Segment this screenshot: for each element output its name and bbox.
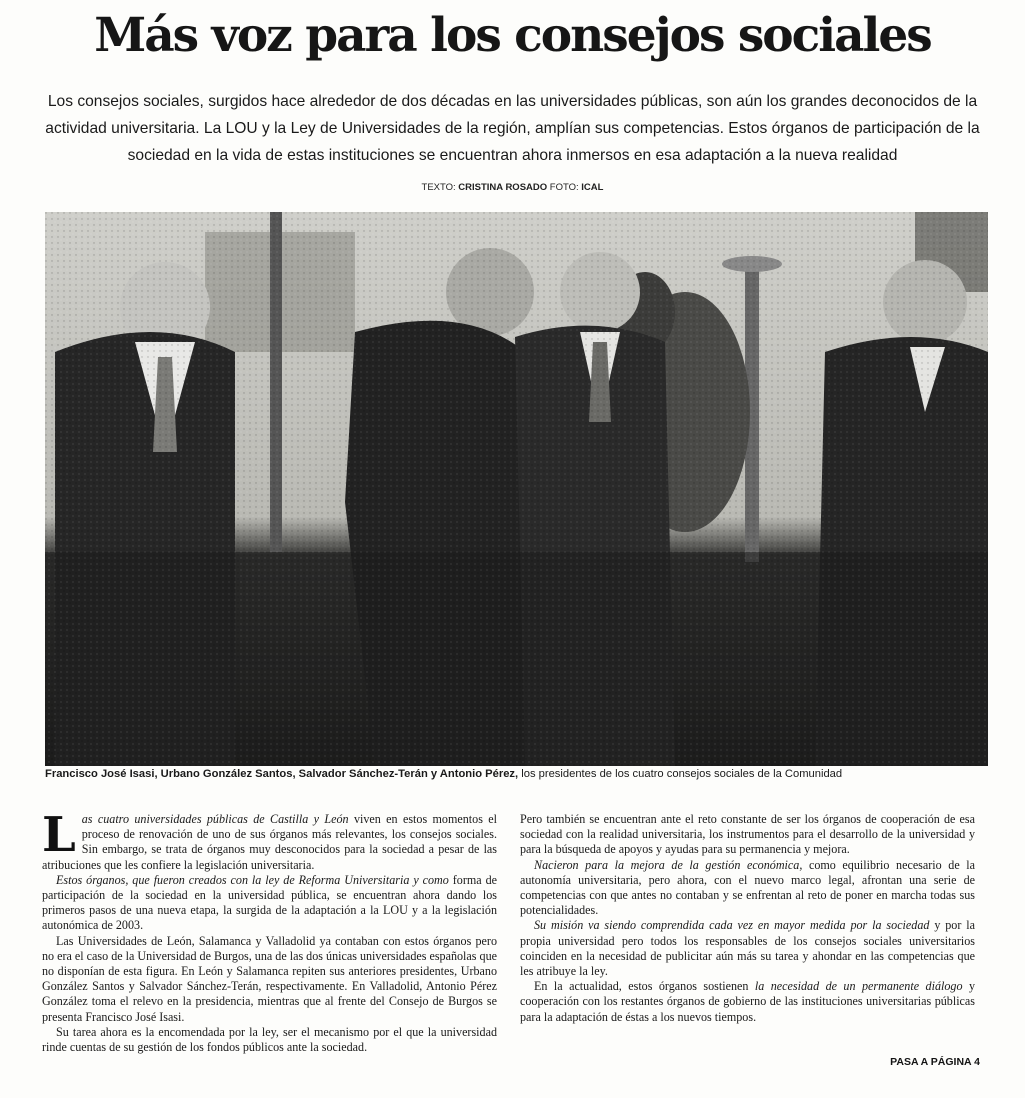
paragraph-lead-italic: Estos órganos, que fueron creados con la ley de Reforma Universitaria y como — [56, 872, 449, 887]
paragraph — [520, 979, 975, 1025]
paragraph-text: y por la propia universidad pero todos los responsables de los consejos sociales universitarios coinciden en la necesidad de publicitar aún más su tarea y ahondar en las competencias que les atribuye la ley. — [520, 918, 975, 979]
body-column-right — [520, 812, 975, 1025]
photo-caption — [45, 768, 995, 780]
byline-text-label: TEXTO: — [421, 182, 459, 193]
caption-names: Francisco José Isasi, Urbano González Santos, Salvador Sánchez-Terán y Antonio Pérez, — [45, 768, 519, 780]
paragraph: Su tarea ahora es la encomendada por la ley, ser el mecanismo por el que la universidad rinde cuentas de su gestión de los fondos públicos ante la sociedad. — [42, 1024, 497, 1055]
paragraph-text: viven en estos momentos el proceso de renovación de uno de sus órganos más relevantes, los consejos sociales. Sin embargo, se trata de órganos muy desconocidos para la sociedad a pesar de las atribuciones que les confiere la legislación universitaria. — [42, 812, 497, 872]
body-column-left — [42, 807, 497, 1055]
drop-cap: L — [42, 807, 76, 863]
paragraph-lead-italic: as cuatro universidades públicas de Castilla y León — [81, 812, 349, 826]
paragraph — [520, 918, 975, 979]
paragraph-text: y cooperación con los restantes órganos de gobierno de las instituciones universitarias públicas para la adaptación de éstas a los nuevos tiempos. — [520, 979, 976, 1024]
caption-text: los presidentes de los cuatro consejos sociales de la Comunidad — [518, 768, 843, 780]
paragraph: Pero también se encuentran ante el reto constante de ser los órganos de cooperación de esa sociedad con la realidad universitaria, los instrumentos para el desarrollo de la universidad y para la búsqueda de apoyos y ayudas para su permanencia y mejora. — [520, 812, 975, 857]
paragraph-text: En la actualidad, estos órganos sostienen — [534, 979, 755, 994]
continuation-note: PASA A PÁGINA 4 — [890, 1056, 980, 1068]
headline: Más voz para los consejos sociales — [94, 8, 931, 63]
paragraph-italic: la necesidad de un permanente diálogo — [754, 979, 963, 994]
paragraph: Las Universidades de León, Salamanca y Valladolid ya contaban con estos órganos pero no era el caso de la Universidad de Burgos, una de las dos únicas universidades españolas que no disponían de esta figura. En León y Salamanca repiten sus anteriores presidentes, Urbano González Santos y Salvador Sánchez-Terán, respectivamente. En Valladolid, Antonio Pérez González toma el relevo en la presidencia, mientras que al frente del Consejo de Burgos se presenta Francisco José Isasi. — [42, 933, 497, 1024]
paragraph-text: forma de participación de la sociedad en la universidad pública, se encuentran ahora dando los primeros pasos de una nueva etapa, la surgida de la adaptación a la LOU y a la legislación autonómica de 2003. — [42, 872, 497, 933]
byline-photo-label: FOTO: — [547, 182, 582, 193]
paragraph — [520, 858, 975, 919]
paragraph-lead-italic: Nacieron para la mejora de la gestión económica, — [534, 857, 803, 872]
paragraph-lead-italic: Su misión va siendo comprendida cada vez en mayor medida por la sociedad — [534, 918, 930, 933]
paragraph-text: como equilibrio necesario de la autonomía universitaria, pero ahora, con el nuevo marco legal, afrontan una serie de competencias con que antes no contaban y se enfrentan al reto de poner en marcha todas sus potencialidades. — [520, 857, 976, 918]
standfirst: Los consejos sociales, surgidos hace alrededor de dos décadas en las universidades públicas, son aún los grandes deconocidos de la actividad universitaria. La LOU y la Ley de Universidades de la región, amplían sus competencias. Estos órganos de participación de la sociedad en la vida de estas instituciones se encuentran ahora inmersos en esa adaptación a la nueva realidad — [45, 93, 980, 164]
photo-illustration — [45, 212, 988, 766]
byline-photographer: ICAL — [581, 182, 604, 193]
byline-author: CRISTINA ROSADO — [458, 182, 548, 193]
paragraph — [42, 873, 497, 934]
paragraph — [42, 807, 497, 873]
news-photo — [45, 212, 988, 766]
byline — [0, 182, 1025, 193]
